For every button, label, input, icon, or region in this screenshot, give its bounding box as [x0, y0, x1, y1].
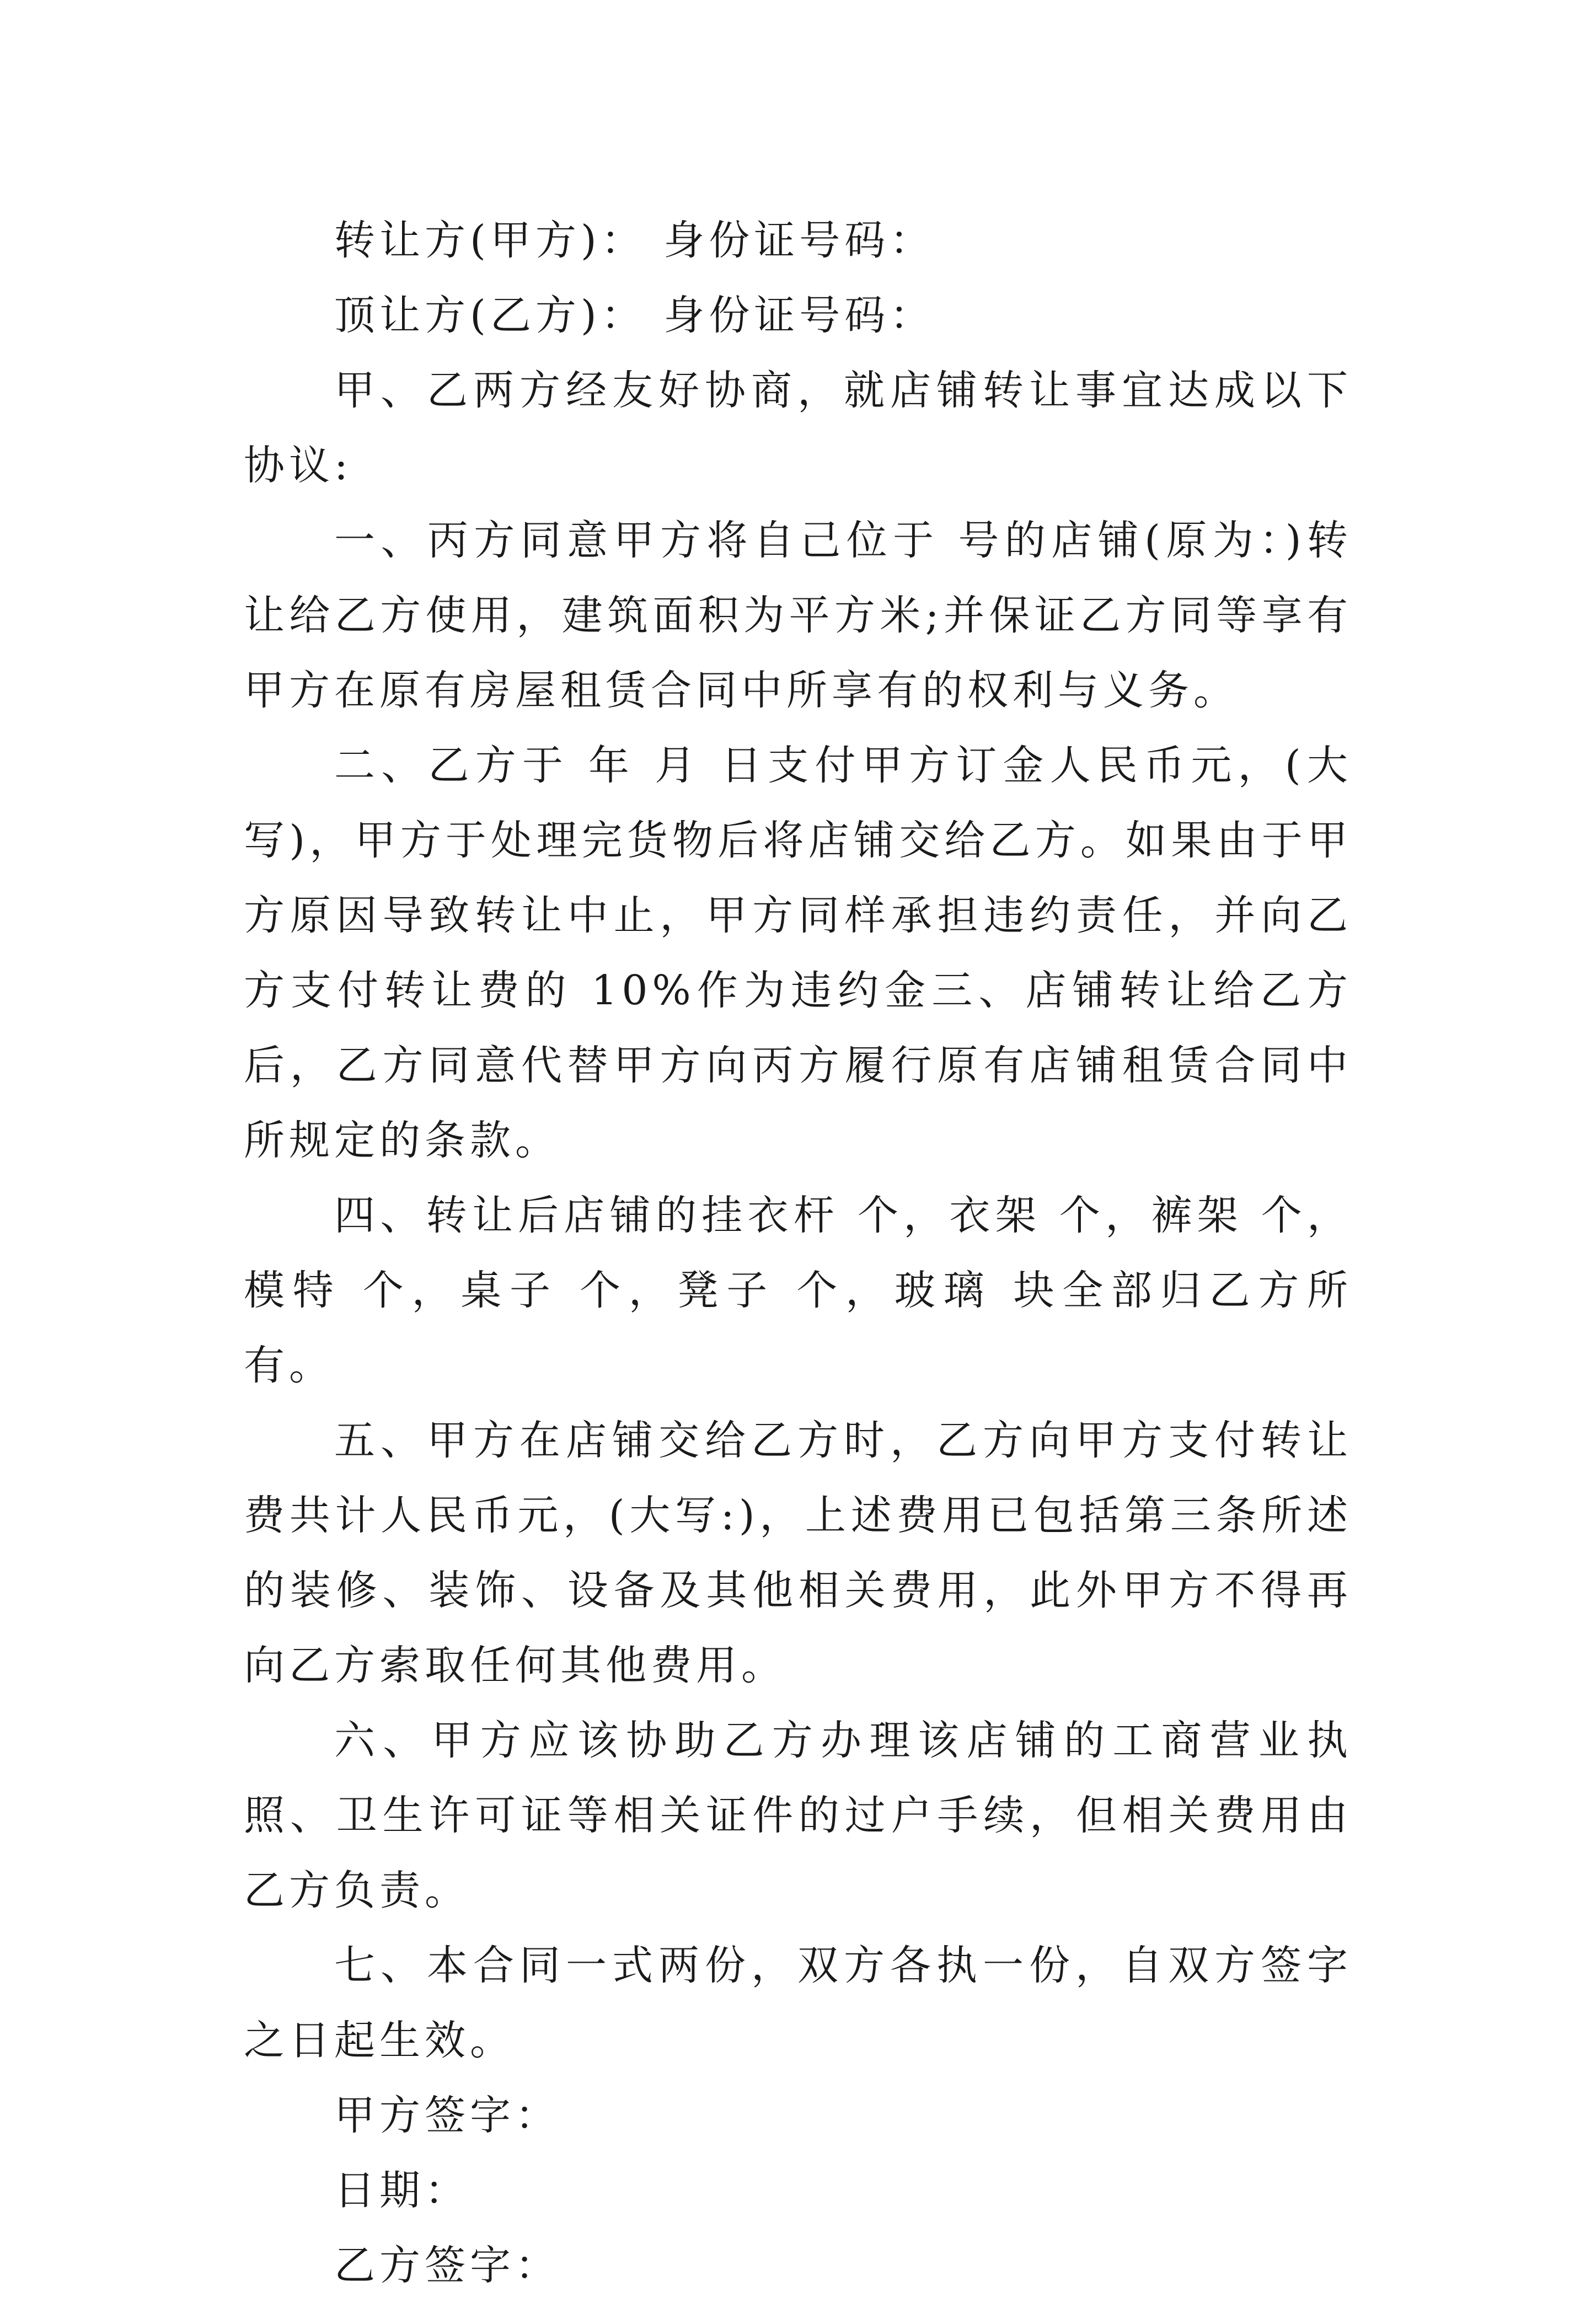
transferee-line: 顶让方(乙方)： 身份证号码：	[334, 292, 935, 339]
clause-two: 二、乙方于 年 月 日支付甲方订金人民币元，(大写)，甲方于处理完货物后将店铺交给乙方。如果由于甲方原因导致转让中止，甲方同样承担违约责任，并向乙方支付转让费的 10%作为违约金三、店铺转让给乙方后，乙方同意代替甲方向丙方履行原有店铺租赁合同中所规定的条款。	[244, 742, 1352, 1164]
party-b-signature: 乙方签字：	[334, 2242, 560, 2289]
signature-date: 日期：	[334, 2167, 470, 2214]
clause-five: 五、甲方在店铺交给乙方时，乙方向甲方支付转让费共计人民币元，(大写:)，上述费用已包括第三条所述的装修、装饰、设备及其他相关费用，此外甲方不得再向乙方索取任何其他费用。	[244, 1417, 1352, 1689]
transferor-line: 转让方(甲方)： 身份证号码：	[334, 217, 935, 264]
clause-one: 一、丙方同意甲方将自己位于 号的店铺(原为：)转让给乙方使用，建筑面积为平方米;并保证乙方同等享有甲方在原有房屋租赁合同中所享有的权利与义务。	[244, 517, 1352, 714]
agreement-intro: 甲、乙两方经友好协商，就店铺转让事宜达成以下协议:	[244, 367, 1352, 489]
document-body	[244, 203, 1352, 2303]
clause-four: 四、转让后店铺的挂衣杆 个，衣架 个，裤架 个，模特 个，桌子 个，凳子 个，玻璃 块全部归乙方所有。	[244, 1192, 1352, 1389]
clause-six: 六、甲方应该协助乙方办理该店铺的工商营业执照、卫生许可证等相关证件的过户手续，但相关费用由乙方负责。	[244, 1717, 1352, 1914]
clause-seven: 七、本合同一式两份，双方各执一份，自双方签字之日起生效。	[244, 1942, 1352, 2064]
party-a-signature: 甲方签字：	[334, 2092, 560, 2139]
